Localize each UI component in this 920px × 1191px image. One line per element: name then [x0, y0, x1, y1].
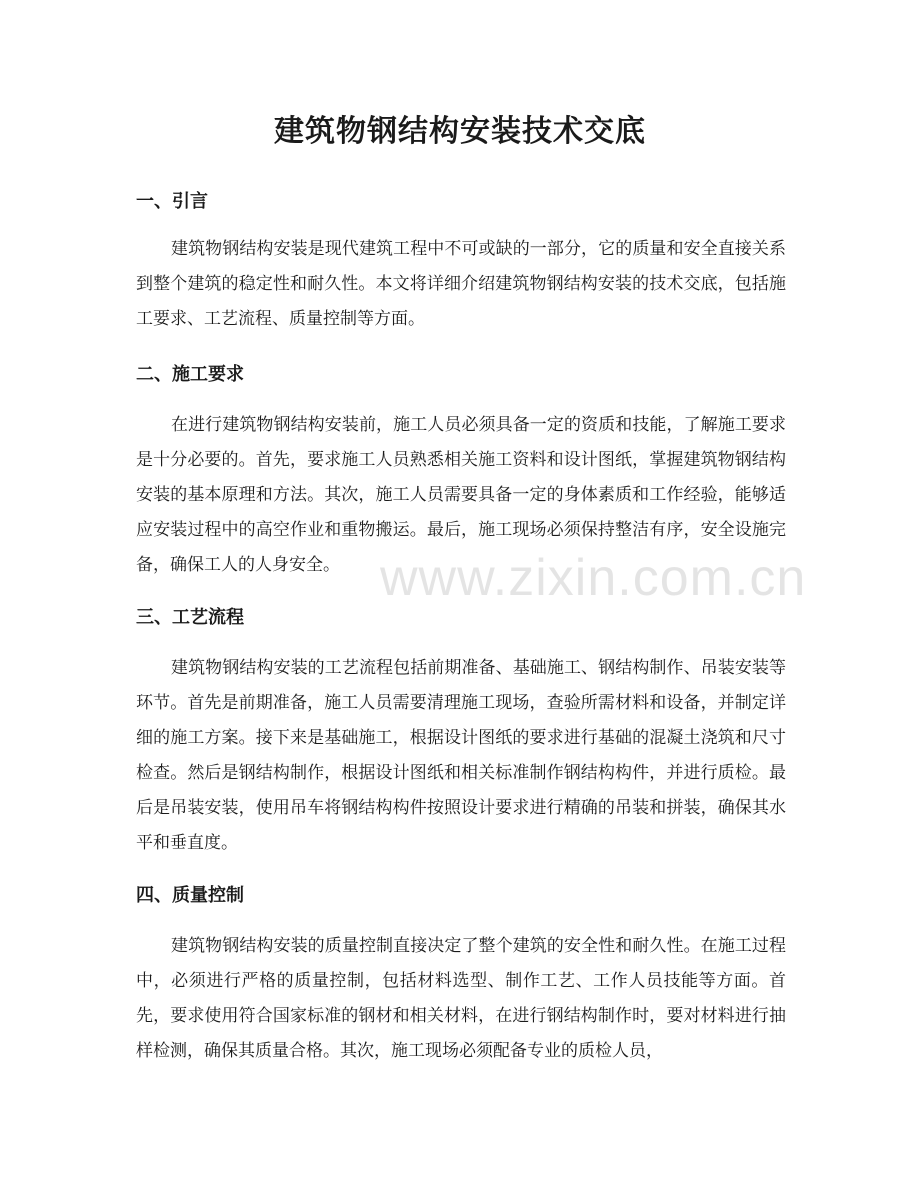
section-heading-process-flow: 三、工艺流程	[136, 607, 244, 628]
section-heading-introduction: 一、引言	[136, 191, 208, 212]
section-heading-quality-control: 四、质量控制	[136, 885, 244, 906]
section-paragraph-quality-control: 建筑物钢结构安装的质量控制直接决定了整个建筑的安全性和耐久性。在施工过程中，必须进行严格的质量控制，包括材料选型、制作工艺、工作人员技能等方面。首先，要求使用符合国家标准的钢材和相关材料，在进行钢结构制作时，要对材料进行抽样检测，确保其质量合格。其次，施工现场必须配备专业的质检人员，	[136, 936, 786, 1061]
section-heading-construction-requirements: 二、施工要求	[136, 364, 244, 385]
watermark: www.zixin.com.cn	[380, 549, 807, 607]
section-paragraph-introduction: 建筑物钢结构安装是现代建筑工程中不可或缺的一部分，它的质量和安全直接关系到整个建筑的稳定性和耐久性。本文将详细介绍建筑物钢结构安装的技术交底，包括施工要求、工艺流程、质量控制等方面。	[136, 239, 786, 329]
section-paragraph-construction-requirements: 在进行建筑物钢结构安装前，施工人员必须具备一定的资质和技能，了解施工要求是十分必要的。首先，要求施工人员熟悉相关施工资料和设计图纸，掌握建筑物钢结构安装的基本原理和方法。其次，施工人员需要具备一定的身体素质和工作经验，能够适应安装过程中的高空作业和重物搬运。最后，施工现场必须保持整洁有序，安全设施完备，确保工人的人身安全。	[136, 415, 786, 575]
document-title: 建筑物钢结构安装技术交底	[274, 114, 646, 149]
section-paragraph-process-flow: 建筑物钢结构安装的工艺流程包括前期准备、基础施工、钢结构制作、吊装安装等环节。首先是前期准备，施工人员需要清理施工现场，查验所需材料和设备，并制定详细的施工方案。接下来是基础施工，根据设计图纸的要求进行基础的混凝土浇筑和尺寸检查。然后是钢结构制作，根据设计图纸和相关标准制作钢结构构件，并进行质检。最后是吊装安装，使用吊车将钢结构构件按照设计要求进行精确的吊装和拼装，确保其水平和垂直度。	[136, 658, 786, 853]
